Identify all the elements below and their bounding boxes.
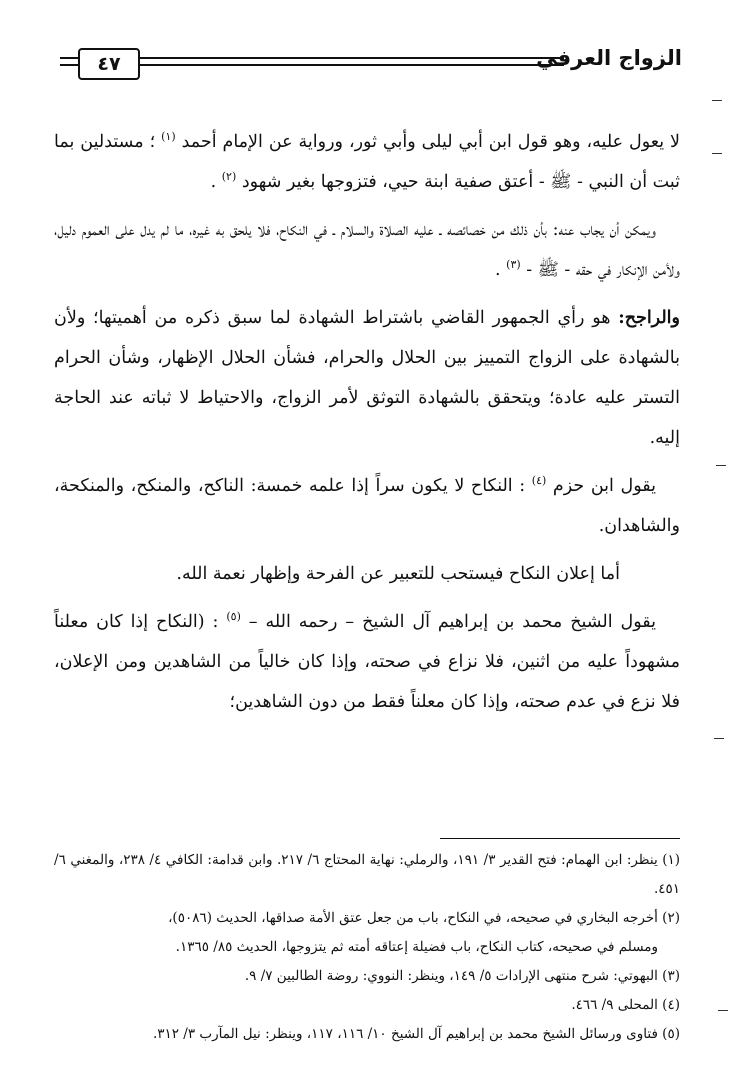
paragraph-text: هو رأي الجمهور القاضي باشتراط الشهادة لما سبق ذكره من أهميتها؛ ولأن بالشهادة على الزواج التمييز بين الحلال والحرام، فشأن الحلال الإظهار، وشأن الحرام التستر عليه عادة؛ ويتحقق بالشهادة التوثق لأمر الزواج، والاحتياط لا ثباته عند الحاجة إليه. [54,308,680,448]
footnote-ref: (٢) [221,170,237,184]
paragraph-text: يقول ابن حزم [552,476,656,496]
paragraph-text: : (النكاح إذا كان معلناً مشهوداً عليه من اثنين، فلا نزاع في صحته، وإذا كان خالياً من الشاهدين ومن الإعلان، فلا نزع في عدم صحته، وإذا كان معلناً فقط من دون الشاهدين؛ [54,612,680,712]
footnote: (٣) البهوتي: شرح منتهى الإرادات ٥/ ١٤٩، وينظر: النووي: روضة الطالبين ٧/ ٩. [244,968,680,984]
page-number: ٤٧ [78,48,140,80]
margin-mark [718,1010,728,1011]
paragraph-text: ويمكن أن يجاب عنه: بأن ذلك من خصائصه ـ عليه الصلاة والسلام ـ في النكاح، فلا يلحق به غيره، ما لم يدل على العموم دليل، ولأمن الإنكار في حقه - ﷺ - [54,220,680,280]
footnote-ref: (٤) [531,474,547,488]
paragraph [54,210,680,290]
paragraph-text: : النكاح لا يكون سراً إذا علمه خمسة: الناكح، والمنكح، والمنكحة، والشاهدان. [54,476,680,536]
margin-mark [716,465,726,466]
header-rule [60,64,78,66]
margin-mark [712,153,722,154]
footnote-ref: (٥) [226,610,241,624]
paragraph [54,298,680,458]
footnote: (٤) المحلى ٩/ ٤٦٦. [571,997,680,1013]
paragraph-text: . [210,172,217,192]
footnote-ref: (١) [161,130,176,144]
running-header [60,40,682,84]
margin-mark [714,738,724,739]
paragraph-text: . [495,260,501,280]
paragraph-text: يقول الشيخ محمد بن إبراهيم آل الشيخ – رحمه الله – [248,612,656,632]
footnote: (٥) فتاوى ورسائل الشيخ محمد بن إبراهيم آل الشيخ ١٠/ ١١٦، ١١٧، وينظر: نيل المآرب ٣/ ٣١٢. [152,1026,680,1042]
paragraph [54,602,680,722]
footnote-ref: (٣) [506,258,521,272]
header-rule [140,57,564,59]
footnotes [54,846,680,1049]
paragraph-text: لا يعول عليه، وهو قول ابن أبي ليلى وأبي ثور، ورواية عن الإمام أحمد [181,132,680,152]
footnote: ومسلم في صحيحه، كتاب النكاح، باب فضيلة إعتاقه أمته ثم يتزوجها، الحديث ٨٥/ ١٣٦٥. [175,939,658,955]
paragraph-lead: والراجح: [618,308,680,328]
footnote-separator [440,838,680,839]
body-text [54,122,680,730]
paragraph [54,466,680,546]
margin-mark [712,100,722,101]
footnote: (٢) أخرجه البخاري في صحيحه، في النكاح، باب من جعل عتق الأمة صداقها، الحديث (٥٠٨٦)، [168,910,680,926]
paragraph [54,122,680,202]
header-rule [60,57,78,59]
paragraph [54,554,680,594]
paragraph-text: أما إعلان النكاح فيستحب للتعبير عن الفرحة وإظهار نعمة الله. [176,564,620,584]
header-rule [140,64,564,66]
paragraph-text: ؛ مستدلين بما ثبت أن النبي - ﷺ - أعتق صفية ابنة حيي، فتزوجها بغير شهود [54,132,680,192]
footnote: (١) ينظر: ابن الهمام: فتح القدير ٣/ ١٩١، والرملي: نهاية المحتاج ٦/ ٢١٧. وابن قدامة: الكافي ٤/ ٢٣٨، والمغني ٦/ ٤٥١. [54,852,681,897]
book-title: الزواج العرفي [536,46,682,70]
